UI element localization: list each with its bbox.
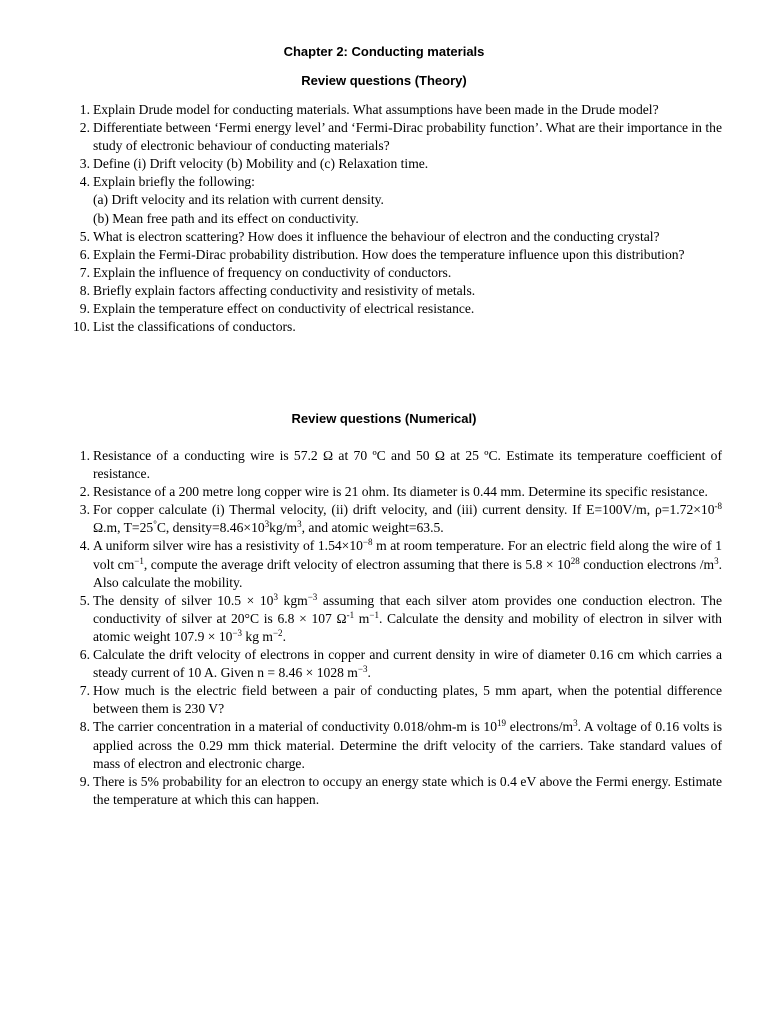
theory-question: 3. Define (i) Drift velocity (b) Mobility and (c) Relaxation time.: [79, 156, 429, 172]
theory-question: 7. Explain the influence of frequency on conductivity of conductors.: [79, 264, 452, 280]
theory-question: 1. Explain Drude model for conducting materials. What assumptions have been made in the Drude model?: [79, 102, 659, 117]
numerical-question: 2. Resistance of a 200 metre long copper wire is 21 ohm. Its diameter is 0.44 mm. Determine its specific resistance.: [79, 484, 708, 500]
theory-question: 8. Briefly explain factors affecting conductivity and resistivity of metals.: [79, 282, 476, 298]
numerical-question: 6. Calculate the drift velocity of electrons in copper and current density in wire of diameter 0.16 cm which carries a steady current of 10 A. Given n = 8.46 × 1028 $m^{-3}$.: [79, 647, 722, 681]
theory-subitem: (b) Mean free path and its effect on conductivity.: [93, 210, 359, 226]
chapter-title: Chapter 2: Conducting materials: [283, 44, 485, 59]
numerical-question: 1. Resistance of a conducting wire is 57.2 Ω at 70 ºC and 50 Ω at 25 ºC. Estimate its temperature coefficient of resistance.: [79, 448, 722, 482]
theory-question: 4. Explain briefly the following: (a) Drift velocity and its relation with current density. (b) Mean free path and its effect on conductivity.: [66, 173, 722, 227]
theory-question: 10. List the classifications of conductors.: [73, 319, 296, 335]
theory-question: 6. Explain the Fermi-Dirac probability distribution. How does the temperature influence upon this distribution?: [79, 246, 685, 262]
theory-heading: Review questions (Theory): [301, 73, 467, 88]
numerical-heading: Review questions (Numerical): [291, 411, 477, 426]
numerical-question: 8. The carrier concentration in a material of conductivity 0.018/ohm-m is $10^{19}$ electrons/$m^3$. A voltage of 0.16 volts is applied across the 0.29 mm thick material. Determine the drift velocity of the carriers. Take standard values of mass of electron and electronic charge.: [79, 718, 722, 771]
numerical-question: 7. How much is the electric field between a pair of conducting plates, 5 mm apart, when the potential difference between them is 230 V?: [79, 683, 722, 717]
numerical-question-list: [66, 447, 722, 809]
numerical-question: 9. There is 5% probability for an electron to occupy an energy state which is 0.4 eV above the Fermi energy. Estimate the temperature at which this can happen.: [79, 773, 722, 807]
theory-question: 5. What is electron scattering? How does it influence the behaviour of electron and the conducting crystal?: [79, 228, 660, 244]
theory-question-list: [66, 101, 722, 336]
theory-question: 2. Differentiate between ‘Fermi energy level’ and ‘Fermi-Dirac probability function’. What are their importance in the study of electronic behaviour of conducting materials?: [79, 120, 722, 154]
theory-subitem: (a) Drift velocity and its relation with current density.: [93, 192, 384, 208]
numerical-question: 3. For copper calculate (i) Thermal velocity, (ii) drift velocity, and (iii) current density. If E=100V/m, $\rho=1.72\times 10^{-8}$ Ω.m, T=25°C, $density=8.46\times 10^3kg/m^3$, and atomic weight=63.5.: [79, 501, 722, 536]
numerical-question: 5. The density of silver $10.5 \times 10^3$ kgm$^{-3}$ assuming that each silver atom provides one conduction electron. The conductivity of silver at 20°C is 6.8 × 107 $\Omega^{-1}$ $m^{-1}$. Calculate the density and mobility of electron in silver with atomic weight $107.9 \times 10^{-3}$ kg $m^{-2}$.: [79, 591, 722, 644]
numerical-question: 4. A uniform silver wire has a resistivity of $1.54\times 10^{-8}$ m at room temperature. For an electric field along the wire of 1 volt $cm^{-1}$, compute the average drift velocity of electron assuming that there is $5.8 \times 10^{28}$ conduction electrons $/m^3$. Also calculate the mobility.: [79, 537, 722, 590]
theory-question: 9. Explain the temperature effect on conductivity of electrical resistance.: [79, 301, 475, 317]
